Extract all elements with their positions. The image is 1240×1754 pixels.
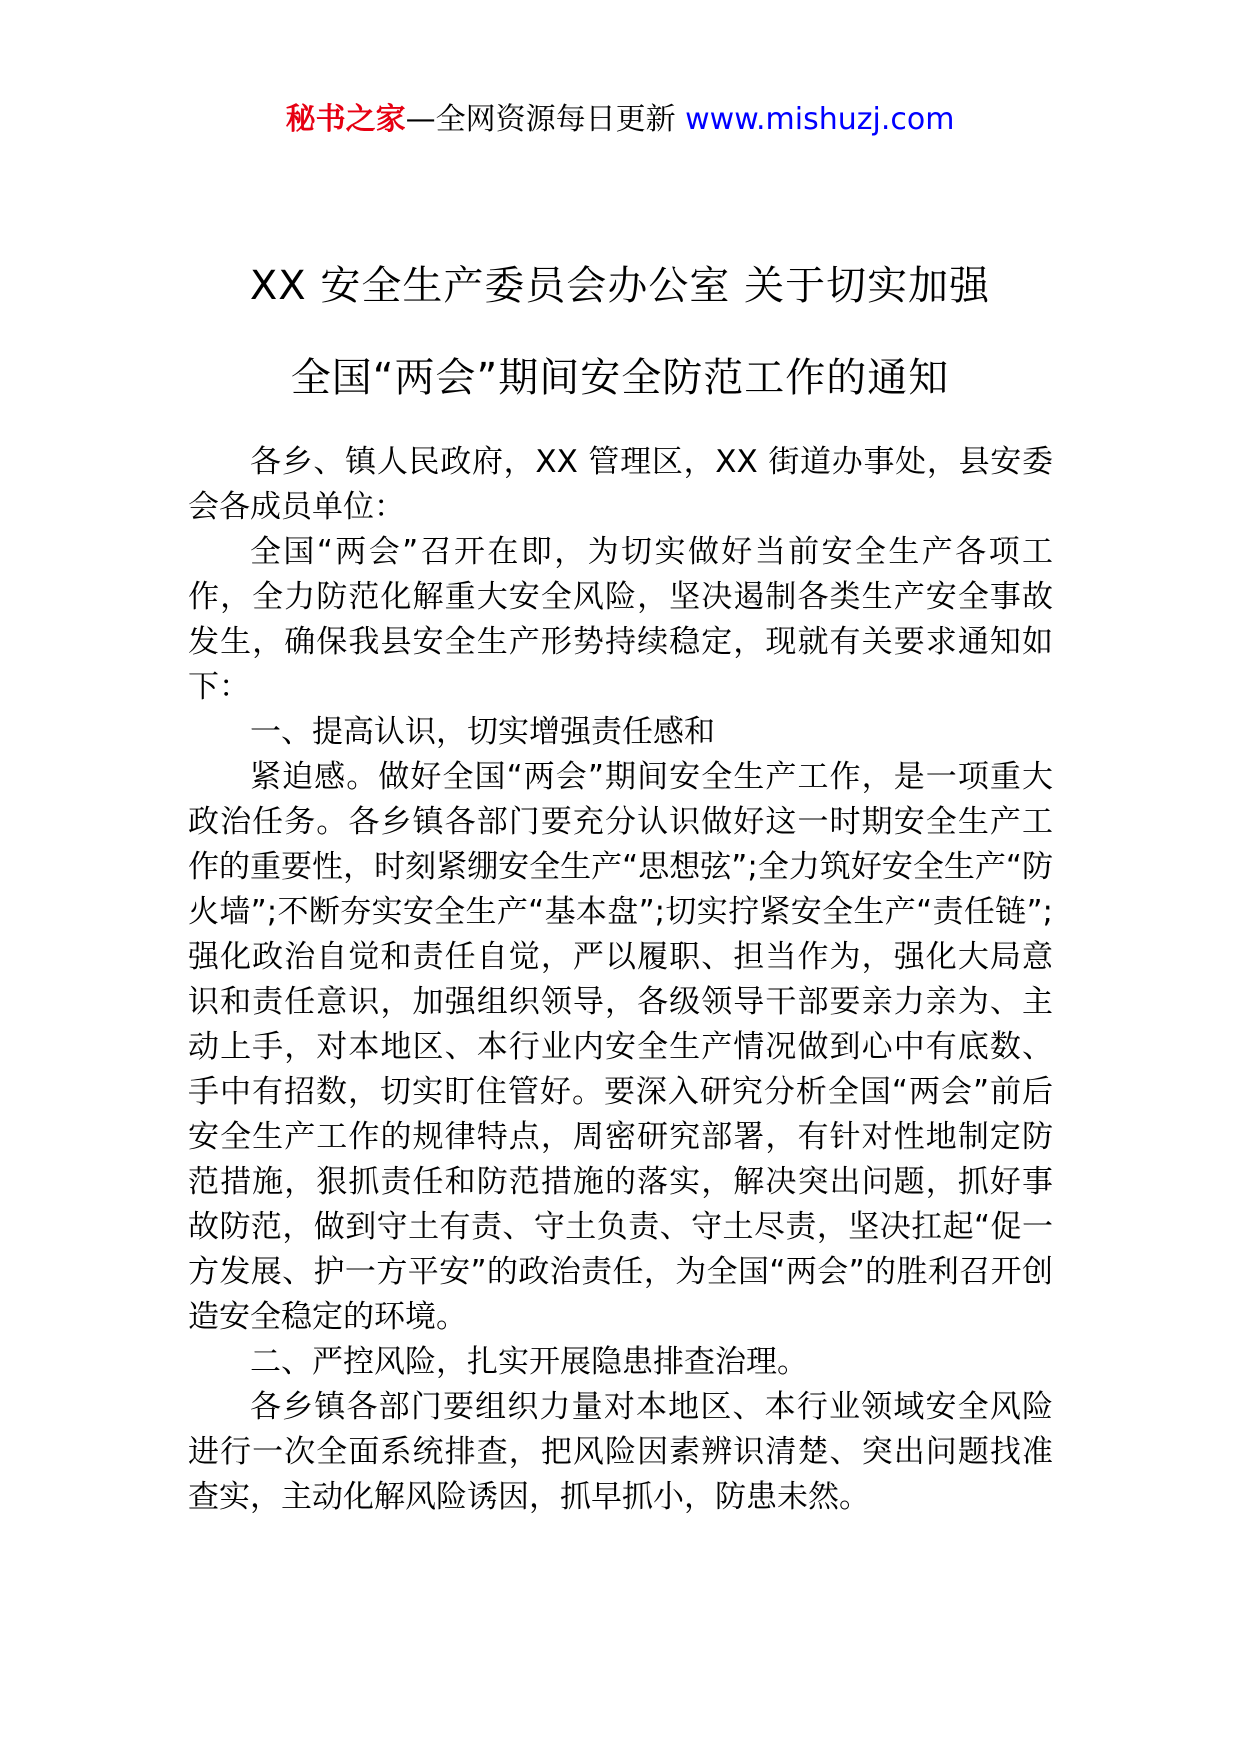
document-body bbox=[188, 440, 1053, 1520]
section-heading-1: 一、提高认识，切实增强责任感和 bbox=[250, 714, 715, 750]
header-url[interactable]: www.mishuzj.com bbox=[685, 102, 955, 137]
salutation: 各乡、镇人民政府，XX 管理区，XX 街道办事处，县安委会各成员单位： bbox=[188, 444, 1053, 525]
title-line-2: 全国“两会”期间安全防范工作的通知 bbox=[290, 355, 950, 401]
header-tagline: —全网资源每日更新 bbox=[405, 102, 686, 137]
intro-paragraph: 全国“两会”召开在即，为切实做好当前安全生产各项工作，全力防范化解重大安全风险，坚决遏制各类生产安全事故发生，确保我县安全生产形势持续稳定，现就有关要求通知如下： bbox=[188, 534, 1053, 705]
title-line-1: XX 安全生产委员会办公室 关于切实加强 bbox=[249, 263, 991, 309]
site-header bbox=[0, 100, 1240, 140]
section-paragraph-2: 各乡镇各部门要组织力量对本地区、本行业领域安全风险进行一次全面系统排查，把风险因素辨识清楚、突出问题找准查实，主动化解风险诱因，抓早抓小，防患未然。 bbox=[188, 1389, 1053, 1515]
brand-name: 秘书之家 bbox=[285, 102, 406, 137]
document-title bbox=[150, 240, 1090, 424]
section-heading-2: 二、严控风险，扎实开展隐患排查治理。 bbox=[250, 1344, 808, 1380]
section-paragraph-1: 紧迫感。做好全国“两会”期间安全生产工作，是一项重大政治任务。各乡镇各部门要充分认识做好这一时期安全生产工作的重要性，时刻紧绷安全生产“思想弦”;全力筑好安全生产“防火墙”;不断夯实安全生产“基本盘”;切实拧紧安全生产“责任链”;强化政治自觉和责任自觉，严以履职、担当作为，强化大局意识和责任意识，加强组织领导，各级领导干部要亲力亲为、主动上手，对本地区、本行业内安全生产情况做到心中有底数、手中有招数，切实盯住管好。要深入研究分析全国“两会”前后安全生产工作的规律特点，周密研究部署，有针对性地制定防范措施，狠抓责任和防范措施的落实，解决突出问题，抓好事故防范，做到守土有责、守土负责、守土尽责，坚决扛起“促一方发展、护一方平安”的政治责任，为全国“两会”的胜利召开创造安全稳定的环境。 bbox=[188, 759, 1053, 1335]
